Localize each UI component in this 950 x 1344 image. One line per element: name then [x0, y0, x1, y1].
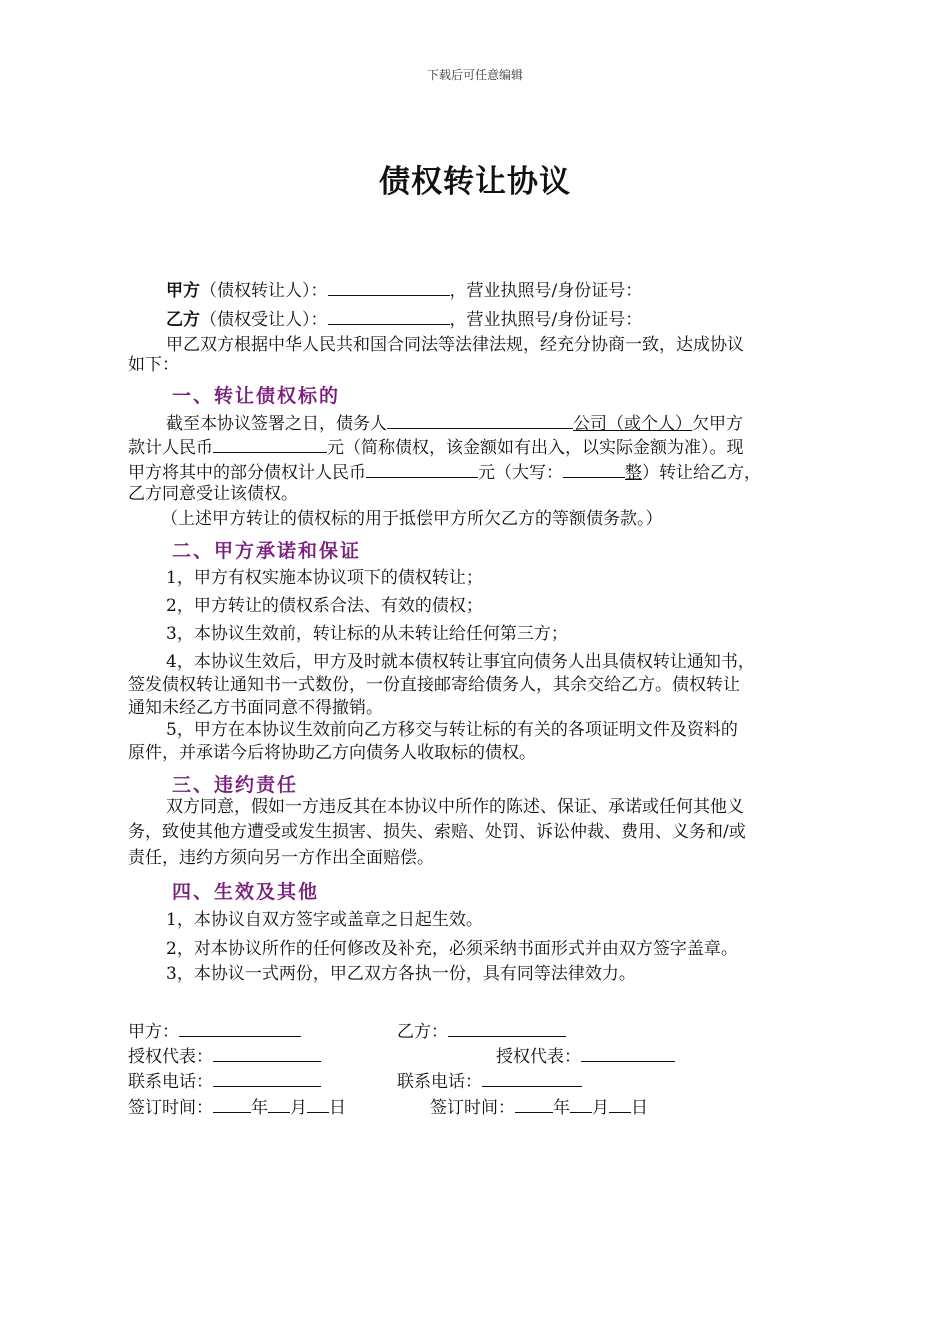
section1-text: 截至本协议签署之日，债务人	[166, 414, 387, 434]
date-a-month-blank[interactable]	[268, 1094, 290, 1113]
party-a-suffix: ，营业执照号/身份证号：	[449, 281, 643, 301]
section2-item: 通知未经乙方书面同意不得撤销。	[128, 698, 383, 718]
section1-text: 欠甲方	[692, 414, 743, 434]
sign-label: 签订时间：	[430, 1098, 515, 1118]
header-note: 下载后可任意编辑	[426, 68, 523, 82]
phone-b-blank[interactable]	[482, 1068, 582, 1087]
date-a-day-blank[interactable]	[307, 1094, 329, 1113]
debtor-type: 公司（或个人）	[573, 414, 692, 434]
intro-line-1: 甲乙双方根据中华人民共和国合同法等法律法规，经充分协商一致，达成协议	[166, 335, 744, 355]
party-a-label: 甲方	[166, 281, 200, 301]
amount-capital-blank[interactable]	[563, 459, 625, 478]
debtor-blank[interactable]	[387, 410, 573, 429]
month-label: 月	[592, 1098, 609, 1118]
section4-item: 2，对本协议所作的任何修改及补充，必须采纳书面形式并由双方签字盖章。	[166, 939, 738, 959]
section4-item: 1，本协议自双方签字或盖章之日起生效。	[166, 910, 483, 930]
sign-label: 联系电话：	[397, 1072, 482, 1092]
section3-line: 双方同意，假如一方违反其在本协议中所作的陈述、保证、承诺或任何其他义	[166, 797, 744, 817]
month-label: 月	[290, 1098, 307, 1118]
section2-item: 签发债权转让通知书一式数份，一份直接邮寄给债务人，其余交给乙方。债权转让	[128, 675, 740, 695]
party-a-line	[166, 277, 642, 303]
sign-date-a	[128, 1094, 346, 1120]
section1-text: 款计人民币	[128, 438, 213, 458]
phone-a-blank[interactable]	[213, 1068, 321, 1087]
date-b-year-blank[interactable]	[515, 1094, 553, 1113]
sign-phone-b	[397, 1068, 582, 1094]
date-b-month-blank[interactable]	[570, 1094, 592, 1113]
sign-party-b	[397, 1018, 566, 1044]
section1-text: ）转让给乙方，	[642, 463, 761, 483]
section1-line-4: 乙方同意受让该债权。	[128, 484, 298, 504]
sign-label: 甲方：	[128, 1022, 179, 1042]
sign-rep-a	[128, 1043, 321, 1069]
sign-rep-b	[496, 1043, 675, 1069]
date-b-day-blank[interactable]	[609, 1094, 631, 1113]
sign-date-b	[430, 1094, 648, 1120]
party-b-blank[interactable]	[328, 306, 450, 325]
year-label: 年	[251, 1098, 268, 1118]
sign-label: 乙方：	[397, 1022, 448, 1042]
rep-b-blank[interactable]	[581, 1043, 675, 1062]
day-label: 日	[329, 1098, 346, 1118]
section4-item: 3，本协议一式两份，甲乙双方各执一份，具有同等法律效力。	[166, 964, 636, 984]
sign-label: 授权代表：	[128, 1047, 213, 1067]
section1-line-2	[128, 434, 744, 460]
intro-line-2: 如下：	[128, 355, 179, 375]
party-b-sign-blank[interactable]	[448, 1018, 566, 1037]
party-a-blank[interactable]	[328, 277, 450, 296]
party-b-line	[166, 306, 642, 332]
transfer-amount-blank[interactable]	[366, 459, 478, 478]
section1-text: 元（简称债权，该金额如有出入，以实际金额为准）。现	[327, 438, 744, 458]
party-b-role: （债权受让人）：	[200, 310, 328, 330]
section2-heading: 二、甲方承诺和保证	[172, 540, 362, 562]
section4-heading: 四、生效及其他	[172, 881, 320, 903]
party-b-suffix: ，营业执照号/身份证号：	[449, 310, 643, 330]
section3-heading: 三、违约责任	[172, 774, 299, 796]
section2-item: 1，甲方有权实施本协议项下的债权转让；	[166, 568, 483, 588]
date-a-year-blank[interactable]	[213, 1094, 251, 1113]
party-a-role: （债权转让人）：	[200, 281, 328, 301]
sign-label: 联系电话：	[128, 1072, 213, 1092]
section2-item: 2，甲方转让的债权系合法、有效的债权；	[166, 596, 483, 616]
section1-note: （上述甲方转让的债权标的用于抵偿甲方所欠乙方的等额债务款。）	[161, 509, 663, 529]
sign-party-a	[128, 1018, 301, 1044]
party-b-label: 乙方	[166, 310, 200, 330]
party-a-sign-blank[interactable]	[179, 1018, 301, 1037]
section3-line: 责任，违约方须向另一方作出全面赔偿。	[128, 848, 434, 868]
section1-text: 甲方将其中的部分债权计人民币	[128, 463, 366, 483]
section1-text: 元（大写：	[478, 463, 563, 483]
sign-phone-a	[128, 1068, 321, 1094]
day-label: 日	[631, 1098, 648, 1118]
year-label: 年	[553, 1098, 570, 1118]
section1-heading: 一、转让债权标的	[172, 385, 341, 407]
section3-line: 务，致使其他方遭受或发生损害、损失、索赔、处罚、诉讼仲裁、费用、义务和/或	[128, 822, 746, 842]
section2-item: 4，本协议生效后，甲方及时就本债权转让事宜向债务人出具债权转让通知书，	[166, 652, 755, 672]
zheng-text: 整	[625, 463, 642, 483]
sign-label: 授权代表：	[496, 1047, 581, 1067]
section1-line-1	[166, 410, 743, 436]
sign-label: 签订时间：	[128, 1098, 213, 1118]
total-amount-blank[interactable]	[213, 434, 327, 453]
document-title: 债权转让协议	[379, 164, 571, 200]
section2-item: 5，甲方在本协议生效前向乙方移交与转让标的有关的各项证明文件及资料的	[166, 720, 738, 740]
section2-item: 3，本协议生效前，转让标的从未转让给任何第三方；	[166, 624, 568, 644]
section2-item: 原件，并承诺今后将协助乙方向债务人收取标的债权。	[128, 743, 536, 763]
rep-a-blank[interactable]	[213, 1043, 321, 1062]
